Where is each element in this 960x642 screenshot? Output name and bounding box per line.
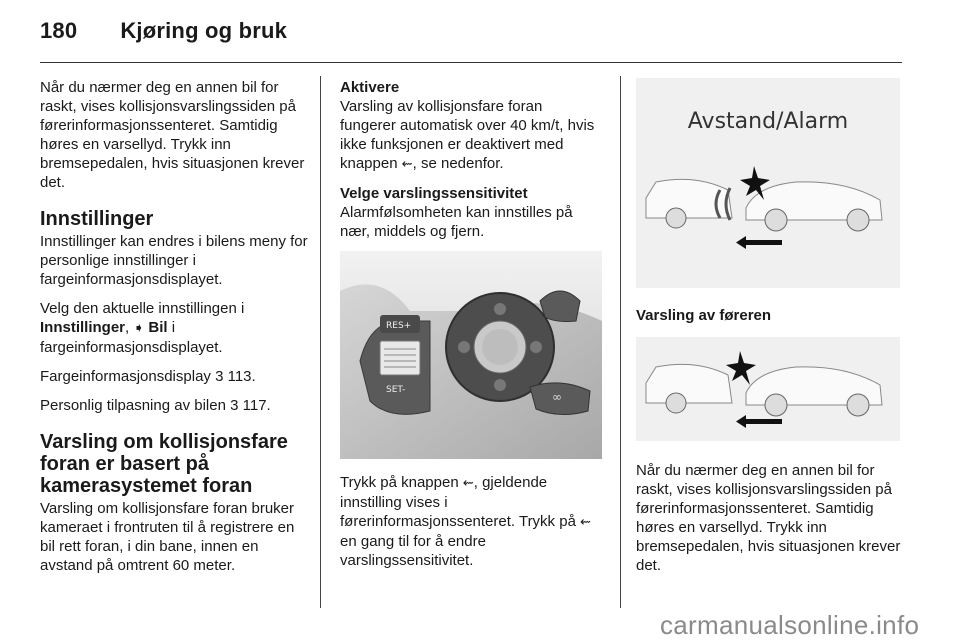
col3-paragraph-1: Når du nærmer deg en annen bil for raskt, vises kollisjonsvarslingssiden på førerinformasjonssenteret. Samtidig høres en varsellyd. Trykk inn bremsepedalen, hvis situasjonen krever det. — [636, 462, 901, 574]
menu-innstillinger: Innstillinger — [40, 319, 126, 336]
warning-svg — [636, 337, 900, 441]
steering-wheel-illustration — [340, 251, 602, 459]
display-illustration — [636, 78, 900, 288]
page-ref-symbol: 3 — [215, 368, 224, 385]
set-label: SET- — [386, 385, 406, 395]
col1-paragraph-5 — [40, 396, 308, 415]
col2-paragraph-1 — [340, 97, 602, 174]
arrow-left-icon — [736, 236, 746, 249]
figure-caption: Varsling av føreren — [636, 307, 772, 324]
display-svg — [636, 78, 900, 288]
watermark: carmanualsonline.info — [660, 610, 920, 640]
heading-aktivere: Aktivere — [340, 79, 400, 96]
col1-paragraph-2: Innstillinger kan endres i bilens meny for personlige innstillinger i fargeinformasjonsdisplayet. — [40, 233, 308, 288]
heading-innstillinger: Innstillinger — [40, 208, 154, 230]
header-rule — [40, 62, 902, 63]
text: , se nedenfor. — [412, 155, 504, 172]
res-label: RES+ — [386, 321, 412, 331]
page-number: 180 — [40, 18, 78, 43]
text: , — [125, 319, 134, 336]
text: Personlig tilpasning av bilen — [40, 397, 231, 414]
page-title: Kjøring og bruk — [120, 18, 288, 43]
text: i fargeinformasjonsdisplayet. — [40, 319, 223, 356]
heading-varsling: Varsling om kollisjonsfare foran er basert på kamerasystemet foran — [40, 431, 288, 497]
col1-paragraph-4 — [40, 367, 308, 386]
display-title: Avstand/Alarm — [687, 109, 849, 134]
text: en gang til for å endre varslingssensitivitet. — [340, 533, 486, 569]
warning-illustration — [636, 337, 900, 441]
impact-star-icon — [726, 351, 756, 385]
heading-velge: Velge varslingssensitivitet — [340, 185, 528, 202]
text: Fargeinformasjonsdisplay — [40, 368, 216, 385]
page-header — [40, 18, 287, 44]
column-divider — [620, 76, 621, 608]
page-ref-number: 117. — [238, 397, 271, 414]
text: Varsling av kollisjonsfare foran fungerer automatisk over 40 km/t, hvis ikke funksjonen er deaktivert med knappen — [340, 98, 595, 172]
col1-paragraph-3 — [40, 299, 308, 357]
column-divider — [320, 76, 321, 608]
column-2 — [340, 78, 602, 580]
col1-paragraph-6: Varsling om kollisjonsfare foran bruker kameraet i frontruten til å registrere en bil rett foran, i din bane, innen en avstand på omtrent 60 meter. — [40, 500, 295, 574]
column-1 — [40, 78, 308, 585]
menu-bil: Bil — [144, 319, 168, 336]
text: Trykk på knappen — [340, 474, 463, 491]
collision-alert-icon: ⇜ — [580, 515, 591, 530]
col2-paragraph-2: Alarmfølsomheten kan innstilles på nær, middels og fjern. — [340, 204, 573, 240]
steering-wheel-svg — [340, 251, 602, 459]
page-ref-number: 113. — [223, 368, 256, 385]
arrow-right-icon: ➧ — [133, 321, 145, 336]
text: Velg den aktuelle innstillingen i — [40, 300, 245, 317]
page-ref-symbol: 3 — [230, 397, 239, 414]
collision-alert-icon: ⇜ — [462, 476, 474, 491]
text: , gjeldende innstilling vises i førerinformasjonssenteret. Trykk på — [340, 474, 581, 530]
collision-alert-icon: ⇜ — [401, 157, 413, 172]
cruise-icon: ∞ — [552, 390, 562, 404]
col1-paragraph-1: Når du nærmer deg en annen bil for raskt, vises kollisjonsvarslingssiden på førerinformasjonssenteret. Samtidig høres en varsellyd. Trykk inn bremsepedalen, hvis situasjonen krever det. — [40, 79, 305, 191]
arrow-left-icon — [736, 415, 746, 428]
col2-paragraph-3 — [340, 473, 602, 570]
column-3 — [636, 78, 902, 585]
